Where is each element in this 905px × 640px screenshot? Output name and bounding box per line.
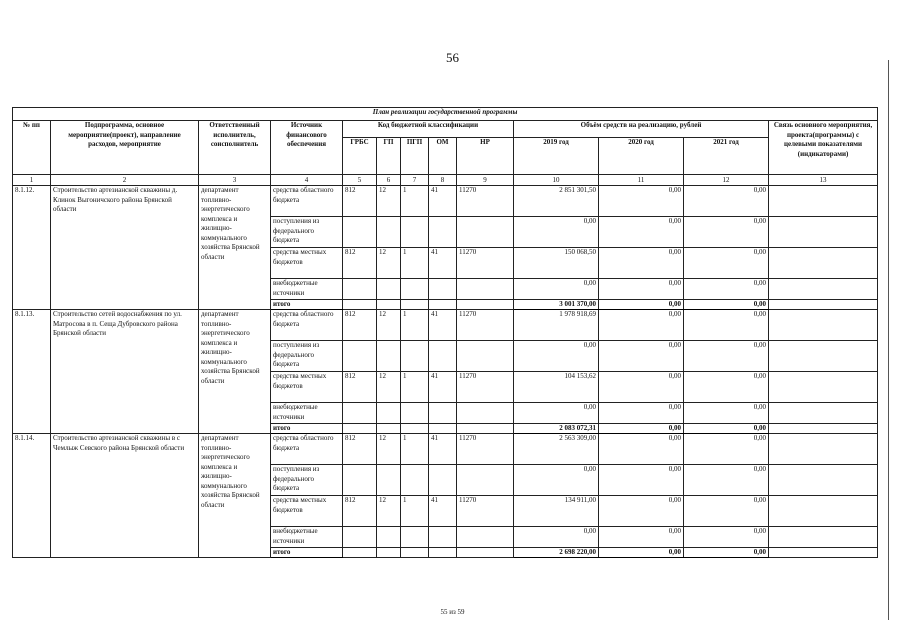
- amount-2021: 0,00: [684, 372, 769, 403]
- code-om: 41: [429, 496, 457, 527]
- column-number: 10: [514, 175, 599, 186]
- amount-2021: 0,00: [684, 248, 769, 279]
- amount-2021: 0,00: [684, 310, 769, 341]
- code-gp: [377, 548, 401, 558]
- code-nr: 11270: [457, 186, 514, 217]
- funding-source: поступления из федерального бюджета: [271, 341, 343, 372]
- code-grbs: 812: [343, 496, 377, 527]
- code-gp: 12: [377, 248, 401, 279]
- funding-source: итого: [271, 548, 343, 558]
- funding-source: итого: [271, 300, 343, 310]
- amount-2019: 0,00: [514, 465, 599, 496]
- indicator-link: [769, 496, 878, 527]
- amount-2020: 0,00: [599, 310, 684, 341]
- code-gp: [377, 465, 401, 496]
- code-nr: [457, 403, 514, 424]
- column-number: 6: [377, 175, 401, 186]
- column-number: 9: [457, 175, 514, 186]
- code-nr: [457, 279, 514, 300]
- header-num: № пп: [13, 121, 51, 175]
- header-source: Источник финансового обеспечения: [271, 121, 343, 175]
- project-name: Строительство сетей водоснабжения по ул. Матросова в п. Сеща Дубровского района Брянской области: [51, 310, 199, 434]
- code-gp: [377, 424, 401, 434]
- code-nr: [457, 341, 514, 372]
- code-pgp: [401, 527, 429, 548]
- header-link: Связь основного мероприятия, проекта(программы) с целевыми показателями (индикаторами): [769, 121, 878, 175]
- column-number: 13: [769, 175, 878, 186]
- code-gp: 12: [377, 186, 401, 217]
- amount-2021: 0,00: [684, 300, 769, 310]
- code-grbs: [343, 341, 377, 372]
- column-number: 11: [599, 175, 684, 186]
- code-pgp: [401, 300, 429, 310]
- project-responsible: департамент топливно-энергетического комплекса и жилищно-коммунального хозяйства Брянской области: [199, 434, 271, 558]
- project-number: 8.1.12.: [13, 186, 51, 310]
- code-nr: 11270: [457, 248, 514, 279]
- indicator-link: [769, 310, 878, 341]
- indicator-link: [769, 372, 878, 403]
- table-title: План реализации государственной программы: [13, 108, 878, 121]
- header-gp: ГП: [377, 138, 401, 175]
- amount-2021: 0,00: [684, 279, 769, 300]
- code-grbs: [343, 465, 377, 496]
- funding-source: внебюджетные источники: [271, 279, 343, 300]
- code-om: [429, 279, 457, 300]
- code-om: 41: [429, 434, 457, 465]
- amount-2021: 0,00: [684, 424, 769, 434]
- amount-2020: 0,00: [599, 434, 684, 465]
- column-number: 12: [684, 175, 769, 186]
- code-pgp: 1: [401, 186, 429, 217]
- code-grbs: [343, 424, 377, 434]
- amount-2019: 150 068,50: [514, 248, 599, 279]
- code-pgp: [401, 403, 429, 424]
- code-pgp: 1: [401, 496, 429, 527]
- code-gp: [377, 300, 401, 310]
- indicator-link: [769, 527, 878, 548]
- amount-2021: 0,00: [684, 548, 769, 558]
- header-2021: 2021 год: [684, 138, 769, 175]
- column-number: 5: [343, 175, 377, 186]
- code-om: [429, 341, 457, 372]
- amount-2020: 0,00: [599, 372, 684, 403]
- project-responsible: департамент топливно-энергетического комплекса и жилищно-коммунального хозяйства Брянской области: [199, 310, 271, 434]
- column-number: 3: [199, 175, 271, 186]
- code-pgp: [401, 279, 429, 300]
- table-row: [13, 186, 878, 217]
- project-name: Строительство артезианской скважины д. Клинок Выгоничского района Брянской области: [51, 186, 199, 310]
- indicator-link: [769, 403, 878, 424]
- column-number: 1: [13, 175, 51, 186]
- scan-edge-line: [888, 60, 889, 620]
- code-gp: [377, 403, 401, 424]
- header-2020: 2020 год: [599, 138, 684, 175]
- code-om: 41: [429, 186, 457, 217]
- indicator-link: [769, 186, 878, 217]
- code-pgp: 1: [401, 248, 429, 279]
- code-gp: [377, 279, 401, 300]
- code-grbs: 812: [343, 186, 377, 217]
- code-om: [429, 548, 457, 558]
- header-row: [13, 121, 878, 138]
- amount-2019: 2 851 301,50: [514, 186, 599, 217]
- amount-2021: 0,00: [684, 465, 769, 496]
- code-nr: 11270: [457, 496, 514, 527]
- header-om: ОМ: [429, 138, 457, 175]
- funding-source: средства местных бюджетов: [271, 372, 343, 403]
- amount-2020: 0,00: [599, 496, 684, 527]
- code-gp: [377, 341, 401, 372]
- amount-2021: 0,00: [684, 527, 769, 548]
- code-grbs: [343, 300, 377, 310]
- funding-source: внебюджетные источники: [271, 403, 343, 424]
- code-nr: [457, 424, 514, 434]
- amount-2020: 0,00: [599, 186, 684, 217]
- page-footer: 55 из 59: [440, 608, 465, 616]
- amount-2020: 0,00: [599, 341, 684, 372]
- amount-2019: 0,00: [514, 279, 599, 300]
- indicator-link: [769, 279, 878, 300]
- amount-2021: 0,00: [684, 403, 769, 424]
- funding-source: средства местных бюджетов: [271, 248, 343, 279]
- amount-2019: 0,00: [514, 217, 599, 248]
- header-budget-classification: Код бюджетной классификации: [343, 121, 514, 138]
- code-gp: [377, 217, 401, 248]
- code-om: [429, 300, 457, 310]
- code-pgp: [401, 548, 429, 558]
- amount-2019: 0,00: [514, 403, 599, 424]
- indicator-link: [769, 248, 878, 279]
- header-grbs: ГРБС: [343, 138, 377, 175]
- code-pgp: 1: [401, 310, 429, 341]
- code-nr: [457, 527, 514, 548]
- funding-source: средства областного бюджета: [271, 434, 343, 465]
- code-nr: [457, 548, 514, 558]
- funding-source: средства областного бюджета: [271, 310, 343, 341]
- code-grbs: 812: [343, 372, 377, 403]
- amount-2019: 1 978 918,69: [514, 310, 599, 341]
- amount-2021: 0,00: [684, 341, 769, 372]
- code-grbs: 812: [343, 434, 377, 465]
- code-om: 41: [429, 310, 457, 341]
- code-pgp: 1: [401, 434, 429, 465]
- code-om: 41: [429, 248, 457, 279]
- code-nr: [457, 465, 514, 496]
- code-nr: 11270: [457, 310, 514, 341]
- amount-2021: 0,00: [684, 434, 769, 465]
- amount-2019: 2 563 309,00: [514, 434, 599, 465]
- header-name: Подпрограмма, основное мероприятие(проект), направление расходов, мероприятие: [51, 121, 199, 175]
- amount-2019: 3 001 370,00: [514, 300, 599, 310]
- code-gp: 12: [377, 372, 401, 403]
- code-grbs: [343, 548, 377, 558]
- column-number: 4: [271, 175, 343, 186]
- amount-2019: 2 698 220,00: [514, 548, 599, 558]
- indicator-link: [769, 548, 878, 558]
- amount-2021: 0,00: [684, 496, 769, 527]
- amount-2021: 0,00: [684, 186, 769, 217]
- project-number: 8.1.13.: [13, 310, 51, 434]
- code-nr: 11270: [457, 434, 514, 465]
- indicator-link: [769, 465, 878, 496]
- code-grbs: [343, 217, 377, 248]
- code-pgp: [401, 217, 429, 248]
- indicator-link: [769, 300, 878, 310]
- code-grbs: [343, 279, 377, 300]
- code-pgp: [401, 465, 429, 496]
- funding-source: поступления из федерального бюджета: [271, 217, 343, 248]
- amount-2020: 0,00: [599, 548, 684, 558]
- amount-2020: 0,00: [599, 248, 684, 279]
- amount-2020: 0,00: [599, 465, 684, 496]
- code-gp: [377, 527, 401, 548]
- code-gp: 12: [377, 310, 401, 341]
- table-row: [13, 310, 878, 341]
- code-om: [429, 217, 457, 248]
- header-pgp: ПГП: [401, 138, 429, 175]
- indicator-link: [769, 434, 878, 465]
- funding-source: средства местных бюджетов: [271, 496, 343, 527]
- funding-source: поступления из федерального бюджета: [271, 465, 343, 496]
- code-grbs: [343, 527, 377, 548]
- project-name: Строительство артезианской скважины в с Чемлыж Севского района Брянской области: [51, 434, 199, 558]
- funding-source: средства областного бюджета: [271, 186, 343, 217]
- code-om: [429, 424, 457, 434]
- funding-source: итого: [271, 424, 343, 434]
- amount-2019: 0,00: [514, 341, 599, 372]
- project-number: 8.1.14.: [13, 434, 51, 558]
- amount-2020: 0,00: [599, 424, 684, 434]
- header-responsible: Ответственный исполнитель, соисполнитель: [199, 121, 271, 175]
- table-title-row: [13, 108, 878, 121]
- amount-2021: 0,00: [684, 217, 769, 248]
- header-volume: Объём средств на реализацию, рублей: [514, 121, 769, 138]
- code-om: [429, 403, 457, 424]
- code-grbs: 812: [343, 310, 377, 341]
- column-number-row: [13, 175, 878, 186]
- code-pgp: [401, 424, 429, 434]
- amount-2020: 0,00: [599, 403, 684, 424]
- column-number: 8: [429, 175, 457, 186]
- amount-2019: 134 911,00: [514, 496, 599, 527]
- indicator-link: [769, 341, 878, 372]
- table-row: [13, 434, 878, 465]
- column-number: 7: [401, 175, 429, 186]
- code-om: [429, 465, 457, 496]
- indicator-link: [769, 424, 878, 434]
- code-nr: [457, 300, 514, 310]
- indicator-link: [769, 217, 878, 248]
- amount-2019: 0,00: [514, 527, 599, 548]
- code-pgp: 1: [401, 372, 429, 403]
- amount-2020: 0,00: [599, 217, 684, 248]
- code-grbs: [343, 403, 377, 424]
- program-plan-table: [12, 107, 878, 558]
- amount-2019: 2 083 072,31: [514, 424, 599, 434]
- amount-2020: 0,00: [599, 279, 684, 300]
- header-2019: 2019 год: [514, 138, 599, 175]
- amount-2020: 0,00: [599, 300, 684, 310]
- project-responsible: департамент топливно-энергетического комплекса и жилищно-коммунального хозяйства Брянской области: [199, 186, 271, 310]
- funding-source: внебюджетные источники: [271, 527, 343, 548]
- code-grbs: 812: [343, 248, 377, 279]
- code-nr: [457, 217, 514, 248]
- code-pgp: [401, 341, 429, 372]
- amount-2019: 104 153,62: [514, 372, 599, 403]
- code-nr: 11270: [457, 372, 514, 403]
- amount-2020: 0,00: [599, 527, 684, 548]
- code-gp: 12: [377, 434, 401, 465]
- code-om: [429, 527, 457, 548]
- code-gp: 12: [377, 496, 401, 527]
- page-number: 56: [446, 50, 459, 65]
- column-number: 2: [51, 175, 199, 186]
- header-nr: НР: [457, 138, 514, 175]
- code-om: 41: [429, 372, 457, 403]
